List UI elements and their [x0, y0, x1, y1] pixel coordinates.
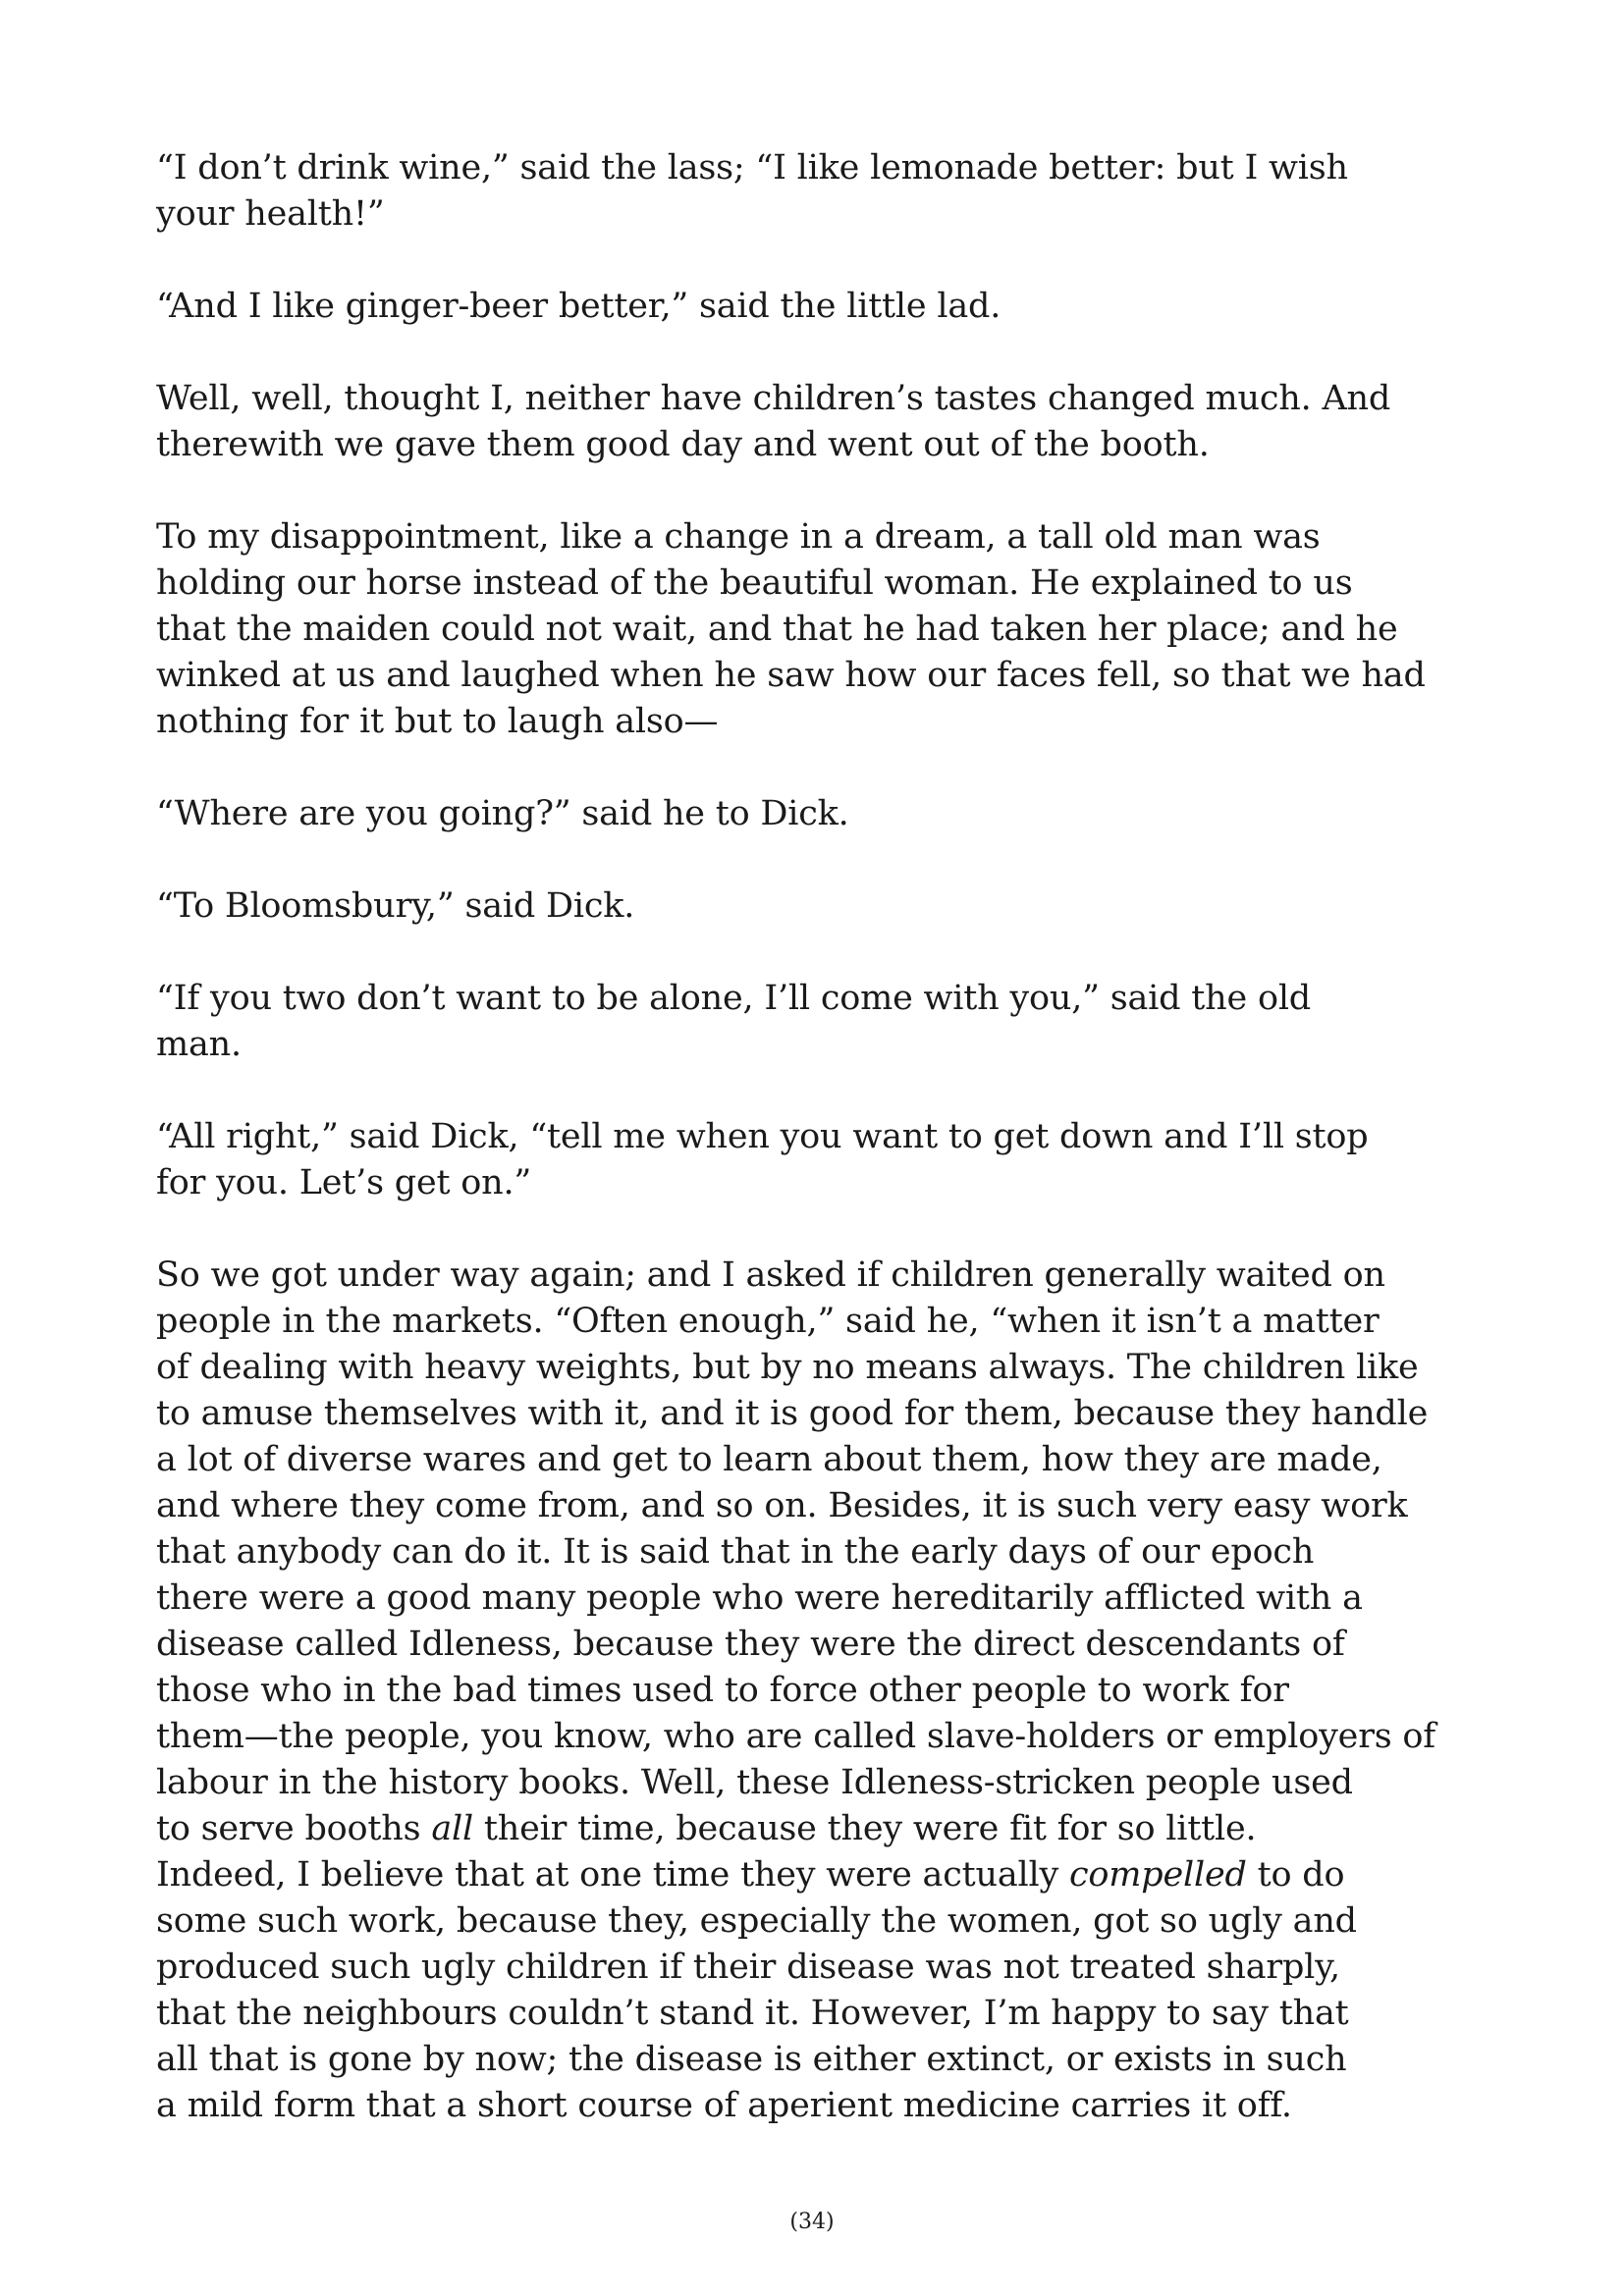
text-line — [156, 1714, 1436, 1760]
emphasis-text: compelled — [1068, 1855, 1247, 1895]
text-line — [156, 1898, 1357, 1945]
text-line — [156, 699, 1315, 745]
text-line — [156, 1345, 1419, 1391]
text-line — [156, 1622, 1345, 1668]
text-line — [156, 376, 1391, 422]
paragraph — [156, 791, 1315, 837]
text-line — [156, 2083, 1315, 2129]
text-line — [156, 1575, 1363, 1622]
line-text: people in the markets. “Often enough,” said he, “when it isn’t a matter — [156, 1302, 1380, 1341]
line-text: To my disappointment, like a change in a dream, a tall old man was — [156, 517, 1321, 557]
line-text: their time, because they were fit for so little. — [472, 1809, 1257, 1848]
text-line — [156, 1852, 1345, 1898]
line-text: holding our horse instead of the beautiful woman. He explained to us — [156, 563, 1353, 603]
paragraph — [156, 976, 1315, 1068]
line-text: to amuse themselves with it, and it is good for them, because they handle — [156, 1394, 1429, 1433]
text-line — [156, 145, 1348, 191]
line-text: “To Bloomsbury,” said Dick. — [156, 886, 635, 926]
line-text: that anybody can do it. It is said that in the early days of our epoch — [156, 1532, 1315, 1572]
line-text: therewith we gave them good day and went out of the booth. — [156, 425, 1210, 464]
paragraph — [156, 1114, 1369, 1206]
text-line — [156, 976, 1315, 1022]
line-text: “I don’t drink wine,” said the lass; “I like lemonade better: but I wish — [156, 148, 1348, 187]
line-text: “If you two don’t want to be alone, I’ll come with you,” said the old — [156, 979, 1312, 1018]
paragraph — [156, 376, 1391, 468]
text-line — [156, 1437, 1382, 1483]
line-text: and where they come from, and so on. Besides, it is such very easy work — [156, 1486, 1408, 1525]
line-text: winked at us and laughed when he saw how our faces fell, so that we had — [156, 656, 1426, 695]
line-text: to do — [1246, 1855, 1345, 1895]
text-line — [156, 561, 1353, 607]
line-text: them—the people, you know, who are called slave-holders or employers of — [156, 1717, 1436, 1756]
text-line — [156, 514, 1321, 561]
page-number: (34) — [789, 2210, 835, 2234]
text-line — [156, 1114, 1369, 1160]
line-text: Indeed, I believe that at one time they were actually — [156, 1855, 1069, 1895]
paragraph — [156, 145, 1348, 238]
line-text: “And I like ginger-beer better,” said the little lad. — [156, 287, 1001, 326]
text-line — [156, 1806, 1315, 1852]
text-line — [156, 1483, 1408, 1529]
text-line — [156, 422, 1315, 468]
line-text: to serve booths — [156, 1809, 432, 1848]
line-text: nothing for it but to laugh also— — [156, 702, 719, 741]
line-text: those who in the bad times used to force other people to work for — [156, 1671, 1289, 1710]
text-line — [156, 1945, 1340, 1991]
line-text: that the neighbours couldn’t stand it. However, I’m happy to say that — [156, 1994, 1349, 2033]
text-line — [156, 2037, 1347, 2083]
line-text: that the maiden could not wait, and that he had taken her place; and he — [156, 610, 1398, 649]
line-text: labour in the history books. Well, these Idleness-stricken people used — [156, 1763, 1353, 1802]
paragraph — [156, 284, 1315, 330]
paragraph — [156, 883, 1315, 930]
line-text: produced such ugly children if their disease was not treated sharply, — [156, 1948, 1340, 1987]
line-text: all that is gone by now; the disease is either extinct, or exists in such — [156, 2040, 1347, 2079]
text-line — [156, 1160, 1315, 1206]
text-line — [156, 284, 1315, 330]
line-text: some such work, because they, especially the women, got so ugly and — [156, 1901, 1357, 1941]
line-text: “All right,” said Dick, “tell me when you want to get down and I’ll stop — [156, 1117, 1369, 1156]
line-text: your health!” — [156, 194, 385, 234]
text-line — [156, 1760, 1353, 1806]
text-line — [156, 883, 1315, 930]
line-text: a lot of diverse wares and get to learn about them, how they are made, — [156, 1440, 1382, 1479]
body-text — [156, 145, 1436, 2175]
paragraph — [156, 514, 1426, 745]
paragraph — [156, 1253, 1436, 2129]
line-text: disease called Idleness, because they were the direct descendants of — [156, 1625, 1345, 1664]
text-line — [156, 1022, 1315, 1068]
line-text: for you. Let’s get on.” — [156, 1163, 532, 1202]
text-line — [156, 1991, 1349, 2037]
text-line — [156, 191, 1315, 238]
line-text: Well, well, thought I, neither have children’s tastes changed much. And — [156, 379, 1391, 418]
line-text: of dealing with heavy weights, but by no means always. The children like — [156, 1348, 1419, 1387]
line-text: a mild form that a short course of aperient medicine carries it off. — [156, 2086, 1292, 2125]
text-line — [156, 1668, 1315, 1714]
line-text: man. — [156, 1025, 242, 1064]
text-line — [156, 1299, 1380, 1345]
text-line — [156, 1529, 1315, 1575]
text-line — [156, 1253, 1385, 1299]
line-text: there were a good many people who were hereditarily afflicted with a — [156, 1578, 1363, 1618]
line-text: “Where are you going?” said he to Dick. — [156, 794, 849, 833]
text-line — [156, 653, 1426, 699]
emphasis-text: all — [431, 1809, 473, 1848]
text-line — [156, 791, 1315, 837]
text-line — [156, 1391, 1429, 1437]
text-line — [156, 607, 1398, 653]
line-text: So we got under way again; and I asked if children generally waited on — [156, 1255, 1385, 1295]
